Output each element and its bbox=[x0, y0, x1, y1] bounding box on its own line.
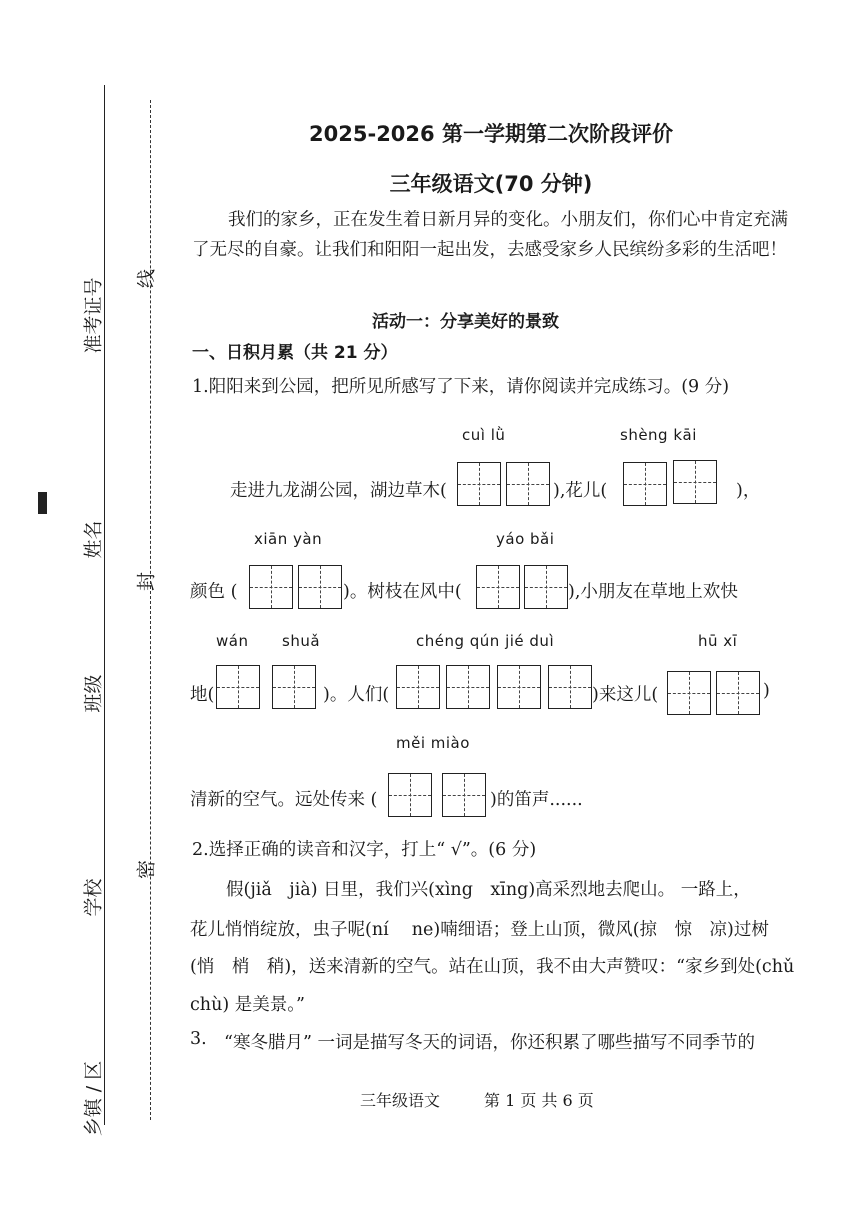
scan-marker bbox=[38, 492, 47, 514]
q1-line2-c: ),小朋友在草地上欢快 bbox=[568, 582, 738, 602]
answer-box[interactable] bbox=[497, 665, 541, 709]
q1-line3-a: 地( bbox=[190, 685, 215, 705]
answer-box[interactable] bbox=[446, 665, 490, 709]
answer-box[interactable] bbox=[476, 565, 520, 609]
binding-line-dashed bbox=[150, 100, 151, 1120]
pinyin-huxi: hū xī bbox=[698, 632, 738, 650]
district-label: 乡镇 / 区 bbox=[82, 1060, 105, 1137]
q2-line: 花儿悄悄绽放，虫子呢(ní ne)喃细语；登上山顶，微风(掠 惊 凉)过树 bbox=[190, 920, 769, 940]
pinyin-xianyan: xiān yàn bbox=[254, 530, 323, 548]
class-label: 班级 bbox=[82, 674, 105, 713]
answer-box[interactable] bbox=[298, 565, 342, 609]
q3-number: 3. bbox=[190, 1029, 207, 1049]
answer-box[interactable] bbox=[216, 665, 260, 709]
answer-box[interactable] bbox=[388, 773, 432, 817]
q1-line3-b: )。人们( bbox=[323, 685, 390, 705]
pinyin-meimiao: měi miào bbox=[396, 734, 470, 752]
pinyin-shengkai: shèng kāi bbox=[620, 426, 697, 444]
answer-box[interactable] bbox=[396, 665, 440, 709]
exam-id-label: 准考证号 bbox=[82, 277, 105, 354]
section-heading: 一、日积月累（共 21 分） bbox=[192, 343, 398, 363]
seal-char-secret: 密 bbox=[135, 860, 158, 880]
q1-line2-a: 颜色 ( bbox=[190, 582, 238, 602]
page-title: 2025-2026 第一学期第二次阶段评价 bbox=[309, 122, 673, 146]
q1-line1-b: ),花儿( bbox=[553, 481, 608, 501]
answer-box[interactable] bbox=[673, 460, 717, 504]
answer-box[interactable] bbox=[272, 665, 316, 709]
q1-line3-d: ) bbox=[763, 681, 770, 701]
q1-line1-a: 走进九龙湖公园，湖边草木( bbox=[230, 481, 447, 501]
answer-box[interactable] bbox=[442, 773, 486, 817]
intro-paragraph: 我们的家乡，正在发生着日新月异的变化。小朋友们，你们心中肯定充满了无尽的自豪。让我们和阳阳一起出发，去感受家乡人民缤纷多彩的生活吧！ bbox=[192, 210, 788, 260]
pinyin-cuilv: cuì lǜ bbox=[462, 426, 506, 444]
answer-box[interactable] bbox=[249, 565, 293, 609]
seal-char-line: 线 bbox=[135, 269, 158, 289]
binding-line-solid bbox=[104, 85, 105, 1125]
answer-box[interactable] bbox=[716, 671, 760, 715]
school-label: 学校 bbox=[82, 878, 105, 917]
answer-box[interactable] bbox=[623, 462, 667, 506]
page-subtitle: 三年级语文(70 分钟) bbox=[389, 172, 593, 196]
pinyin-shua: shuǎ bbox=[282, 632, 321, 650]
activity-heading: 活动一：分享美好的景致 bbox=[372, 312, 559, 332]
q2-line: 假(jiǎ jià) 日里，我们兴(xìng xīng)高采烈地去爬山。 一路上， bbox=[226, 880, 751, 900]
answer-box[interactable] bbox=[506, 462, 550, 506]
q1-prompt: 1.阳阳来到公园，把所见所感写了下来，请你阅读并完成练习。(9 分) bbox=[192, 377, 730, 397]
q3-text: “寒冬腊月” 一词是描写冬天的词语，你还积累了哪些描写不同季节的 bbox=[224, 1033, 755, 1053]
answer-box[interactable] bbox=[524, 565, 568, 609]
pinyin-yaobai: yáo bǎi bbox=[496, 530, 555, 548]
answer-box[interactable] bbox=[457, 462, 501, 506]
q1-line4-b: )的笛声...... bbox=[490, 790, 583, 810]
q1-line1-c: )， bbox=[736, 481, 761, 501]
answer-box[interactable] bbox=[667, 671, 711, 715]
name-label: 姓名 bbox=[82, 520, 105, 559]
seal-char-seal: 封 bbox=[135, 572, 158, 592]
exam-id-field[interactable] bbox=[104, 360, 105, 480]
pinyin-chengqunjiedui: chéng qún jié duì bbox=[416, 632, 555, 650]
q1-line4-a: 清新的空气。远处传来 ( bbox=[190, 790, 378, 810]
q1-line2-b: )。树枝在风中( bbox=[343, 582, 462, 602]
pinyin-wan: wán bbox=[216, 632, 249, 650]
footer-page: 第 1 页 共 6 页 bbox=[484, 1091, 594, 1110]
q2-prompt: 2.选择正确的读音和汉字，打上“ √”。(6 分) bbox=[192, 840, 537, 860]
answer-box[interactable] bbox=[548, 665, 592, 709]
q1-line3-c: )来这儿( bbox=[592, 685, 659, 705]
footer-subject: 三年级语文 bbox=[360, 1091, 441, 1110]
q2-line: (悄 梢 稍)，送来清新的空气。站在山顶，我不由大声赞叹：“家乡到处(chǔ bbox=[190, 957, 795, 977]
q2-line: chù) 是美景。” bbox=[190, 995, 305, 1015]
